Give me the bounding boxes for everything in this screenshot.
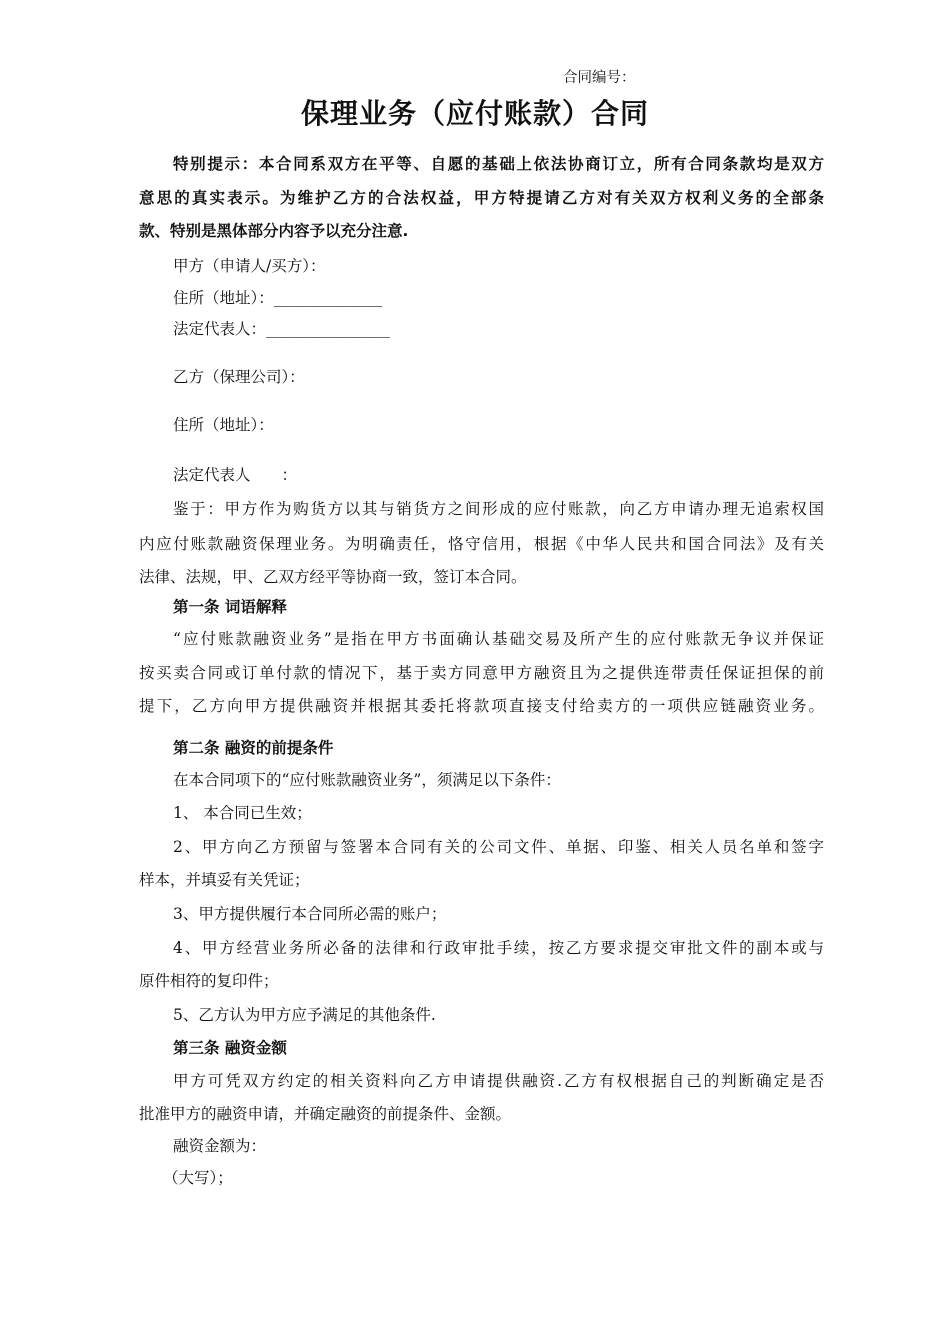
party-b-representative: 法定代表人 ： xyxy=(173,466,298,484)
contract-number-label: 合同编号： xyxy=(563,70,636,86)
article-2-item-5: 5、乙方认为甲方应予满足的其他条件. xyxy=(173,1006,436,1024)
article-2-item-2-line-2: 样本，并填妥有关凭证； xyxy=(139,871,310,889)
party-a-representative: 法定代表人：________________ xyxy=(173,320,391,338)
article-2-item-1: 1、 本合同已生效； xyxy=(173,804,312,822)
notice-line-1: 特别提示：本合同系双方在平等、自愿的基础上依法协商订立，所有合同条款均是双方 xyxy=(173,155,824,173)
article-2-item-4-line-1: 4、甲方经营业务所必备的法律和行政审批手续，按乙方要求提交审批文件的副本或与 xyxy=(173,939,824,957)
preamble-line-3: 法律、法规，甲、乙双方经平等协商一致，签订本合同。 xyxy=(139,568,527,586)
article-2-heading: 第二条 融资的前提条件 xyxy=(173,739,334,757)
page-title: 保理业务（应付账款）合同 xyxy=(300,97,649,130)
party-b-label: 乙方（保理公司）： xyxy=(173,368,305,386)
party-a-label: 甲方（申请人/买方）： xyxy=(173,257,326,275)
party-a-address: 住所（地址）：______________ xyxy=(173,289,383,307)
article-1-line-3: 提下，乙方向甲方提供融资并根据其委托将款项直接支付给卖方的一项供应链融资业务。 xyxy=(139,697,824,715)
preamble-line-2: 内应付账款融资保理业务。为明确责任，恪守信用，根据《中华人民共和国合同法》及有关 xyxy=(139,535,824,553)
article-1-heading: 第一条 词语解释 xyxy=(173,598,287,616)
article-1-line-2: 按买卖合同或订单付款的情况下，基于卖方同意甲方融资且为之提供连带责任保证担保的前 xyxy=(139,664,824,682)
financing-amount-capital: （大写）； xyxy=(163,1169,233,1187)
financing-amount-label: 融资金额为： xyxy=(173,1137,267,1155)
article-3-heading: 第三条 融资金额 xyxy=(173,1039,287,1057)
article-2-item-2-line-1: 2、甲方向乙方预留与签署本合同有关的公司文件、单据、印鉴、相关人员名单和签字 xyxy=(173,838,824,856)
article-3-line-1: 甲方可凭双方约定的相关资料向乙方申请提供融资.乙方有权根据自己的判断确定是否 xyxy=(173,1072,824,1090)
party-b-address: 住所（地址）： xyxy=(173,416,274,434)
article-2-item-3: 3、甲方提供履行本合同所必需的账户； xyxy=(173,905,447,923)
article-2-intro: 在本合同项下的“应付账款融资业务”，须满足以下条件： xyxy=(173,771,561,789)
article-3-line-2: 批准甲方的融资申请，并确定融资的前提条件、金额。 xyxy=(139,1105,512,1123)
notice-line-3: 款、特别是黑体部分内容予以充分注意. xyxy=(139,222,409,240)
preamble-line-1: 鉴于：甲方作为购货方以其与销货方之间形成的应付账款，向乙方申请办理无追索权国 xyxy=(173,500,824,518)
notice-line-2: 意思的真实表示。为维护乙方的合法权益，甲方特提请乙方对有关双方权利义务的全部条 xyxy=(139,189,824,207)
article-1-line-1: “应付账款融资业务”是指在甲方书面确认基础交易及所产生的应付账款无争议并保证 xyxy=(173,630,824,648)
article-2-item-4-line-2: 原件相符的复印件； xyxy=(139,972,279,990)
